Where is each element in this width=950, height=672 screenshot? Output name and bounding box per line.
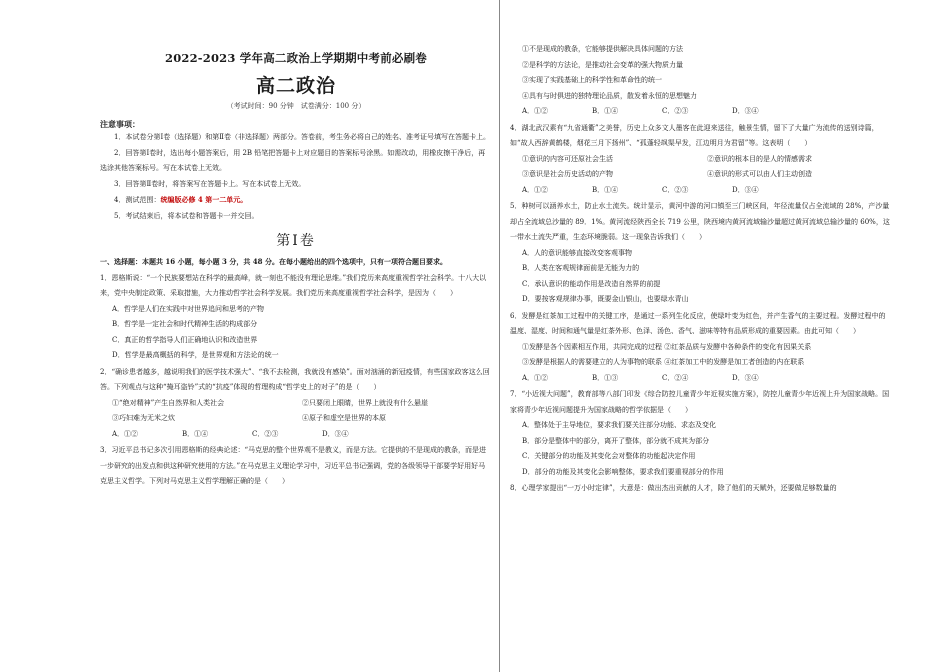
question-5-stem: 5．种树可以涵养水土，防止水土流失。统计显示，黄河中游的河口镇至三门峡区间，年径流量仅占全流域的 28%，产沙量却占全流域总沙量的 89．1%。黄河流经陕西全长 719 公里，陕西境内黄河流域输沙量超过黄河流域总输沙量的 60%，这一带水土流失严重，生态环境脆弱。这一现象告诉我们（ ）	[510, 202, 890, 241]
left-column	[100, 0, 492, 490]
q7-option-b: B．部分是整体中的部分，离开了整体，部分就不成其为部分	[522, 436, 710, 445]
q7-option-c: C．关键部分的功能及其变化会对整体的功能起决定作用	[522, 452, 696, 460]
q4-items-row-2	[510, 167, 892, 183]
note-item-4	[100, 192, 492, 209]
q2-choice-b: B．①④	[182, 429, 209, 438]
q6-choice-b: B．①③	[592, 373, 619, 382]
note-item-2: 2．回答第Ⅰ卷时，选出每小题答案后，用 2B 铅笔把答题卡上对应题目的答案标号涂黑。如需改动，用橡皮擦干净后，再选涂其他答案标号。写在本试卷上无效。	[100, 148, 486, 172]
q4-item-2: ②意识的根本目的是人的情感需求	[707, 154, 812, 163]
q2-item-4: ④原子和虚空是世界的本原	[302, 414, 386, 422]
note-item-3: 3．回答第Ⅱ卷时，将答案写在答题卡上。写在本试卷上无效。	[114, 179, 306, 188]
q3-item-4: ④具有与时俱进的独特理论品质，散发着永恒的思想魅力	[522, 91, 697, 100]
q1-option-a: A．哲学是人们在实践中对世界追问和思考的产物	[112, 304, 265, 313]
q2-choice-d: D．③④	[322, 429, 349, 438]
q5-option-c: C．承认意识的能动作用是改造自然界的前提	[522, 279, 661, 288]
q3-item-2: ②是科学的方法论，是推动社会变革的强大物质力量	[522, 60, 683, 69]
q2-items-row-1	[100, 396, 492, 412]
column-divider	[499, 0, 500, 672]
q6-choice-d: D．③④	[732, 373, 759, 382]
q4-item-1: ①意识的内容可还原社会生活	[522, 154, 613, 163]
q4-items-row-1	[510, 152, 892, 168]
question-4-stem: 4．湖北武汉素有“九省通衢”之美誉，历史上众多文人墨客在此迎来送往，触景生情，留下了大量广为流传的送别诗篇，如“故人西辞黄鹤楼，烟花三月下扬州”、“孤蓬轻飒渠早发，江边明月为君留”等。这表明（ ）	[510, 123, 879, 147]
note-item-1: 1．本试卷分第Ⅰ卷（选择题）和第Ⅱ卷（非选择题）两部分。答卷前，考生务必将自己的姓名、准考证号填写在答题卡上。	[114, 133, 490, 141]
q7-option-d: D．部分的功能及其变化会影响整体，要求我们要重视部分的作用	[522, 467, 724, 476]
q6-choices	[510, 371, 892, 387]
subject-title: 高二政治	[255, 75, 336, 97]
q4-choice-d: D．③④	[732, 185, 759, 194]
question-7-stem: 7．“小近视大问题”，教育部等八部门印发《综合防控儿童青少年近视实施方案》，防控儿童青少年近视上升为国家战略。国家将青少年近视问题提升为国家战略的哲学依据是（ ）	[510, 390, 890, 414]
right-top-spacer	[510, 0, 892, 42]
section-juan-1: 第Ⅰ卷	[276, 233, 316, 249]
q4-choices	[510, 183, 892, 199]
q4-item-4: ④意识的形式可以由人们主动创造	[707, 170, 812, 178]
q7-option-a: A．整体处于主导地位，要求我们要关注部分功能、求态及变化	[522, 421, 717, 429]
q4-choice-a: A．①②	[522, 185, 549, 194]
q2-choice-c: C．②③	[252, 429, 279, 438]
q3-item-1: ①不是现成的教条，它能够提供解决具体问题的方法	[522, 45, 683, 53]
q6-items-line-2: ③发酵是根据人的需要建立的人为事物的联系 ④红茶加工中的发酵是加工者创造的内在联系	[522, 358, 805, 366]
q6-items-line-1: ①发酵是各个因素相互作用，共同完成的过程 ②红茶品质与发酵中各种条件的变化有因果关系	[522, 342, 812, 351]
question-3-stem: 3．习近平总书记多次引用恩格斯的经典论述：“马克思的整个世界观不是教义，而是方法。它提供的不是现成的教条，而是进一步研究的出发点和供这种研究使用的方法。”在马克思主义理论学习中，习近平总书记强调，党的各级领导干部要学好用好马克思主义哲学。下列对马克思主义哲学理解正确的是（ ）	[100, 446, 487, 485]
q2-choice-a: A．①②	[112, 429, 139, 438]
exam-title: 2022-2023 学年高二政治上学期期中考前必刷卷	[165, 51, 427, 65]
q2-choices	[100, 427, 492, 443]
question-1-stem: 1．恩格斯说：“一个民族要想站在科学的最高峰，就一刻也不能没有理论思维。”我们党历来高度重视哲学社会科学。十八大以来，党中央制定政策、采取措施，大力推动哲学社会科学发展。我们党历来高度重视哲学社会科学，是因为（ ）	[100, 273, 487, 297]
q4-choice-c: C．②③	[662, 185, 689, 194]
q2-item-3: ③巧妇难为无米之炊	[112, 414, 175, 422]
note-item-5: 5．考试结束后，将本试卷和答题卡一并交回。	[114, 211, 259, 220]
right-column	[510, 0, 892, 497]
q2-item-2: ②只要闭上眼睛，世界上就没有什么悬崖	[302, 398, 428, 407]
test-range: 统编版必修 4 第一二单元。	[160, 195, 248, 204]
question-8-stem: 8．心理学家提出“一万小时定律”，大意是：做出杰出贡献的人才，除了他们的天赋外，还要做足够数量的	[510, 484, 837, 492]
q4-item-3: ③意识是社会历史活动的产物	[522, 170, 613, 178]
question-2-stem: 2．“确诊患者越多，越说明我们的医学技术强大”、“我不去检测，我就没有感染”。面对汹涌的新冠疫情，有些国家政客这么回答。下列观点与这种“掩耳盗铃”式的“抗疫”体现的哲理构成“哲学史上的对子”的是（ ）	[100, 367, 490, 391]
q5-option-b: B．人类在客观规律面前是无能为力的	[522, 264, 640, 272]
q3-choice-b: B．①④	[592, 107, 619, 115]
q1-option-d: D．哲学是最高概括的科学，是世界观和方法论的统一	[112, 351, 279, 359]
notes-heading: 注意事项：	[100, 119, 140, 129]
note-item-4-prefix: 4．测试范围：	[114, 196, 161, 204]
q3-choice-c: C．②③	[662, 107, 689, 115]
q1-option-c: C．真正的哲学指导人们正确地认识和改造世界	[112, 335, 258, 344]
q1-option-b: B．哲学是一定社会和时代精神生活的构成部分	[112, 320, 258, 328]
q6-choice-a: A．①②	[522, 373, 549, 382]
q5-option-d: D．要按客观规律办事，既要金山银山，也要绿水青山	[522, 295, 689, 303]
q2-items-row-2	[100, 411, 492, 427]
section-instruction: 一、选择题：本题共 16 小题，每小题 3 分，共 48 分。在每小题给出的四个选项中，只有一项符合题目要求。	[100, 257, 447, 266]
q5-option-a: A．人的意识能够直接改变客观事物	[522, 248, 633, 257]
q3-item-3: ③实现了实践基础上的科学性和革命性的统一	[522, 76, 662, 84]
q3-choice-a: A．①②	[522, 107, 549, 115]
q3-choice-d: D．③④	[732, 107, 759, 115]
q3-choices	[510, 104, 892, 120]
q2-item-1: ①“绝对精神”产生自然界和人类社会	[112, 398, 225, 407]
question-6-stem: 6．发酵是红茶加工过程中的关键工序，是通过一系列生化反应，使绿叶变为红色，并产生香气的主要过程。发酵过程中的温度、湿度、时间和通气量是红茶外形、色泽、汤色、香气、滋味等特有品质形成的重要因素。由此可知（ ）	[510, 311, 886, 335]
q4-choice-b: B．①④	[592, 185, 619, 194]
exam-meta: （考试时间：90 分钟 试卷满分：100 分）	[226, 102, 366, 110]
q6-choice-c: C．②④	[662, 373, 689, 382]
